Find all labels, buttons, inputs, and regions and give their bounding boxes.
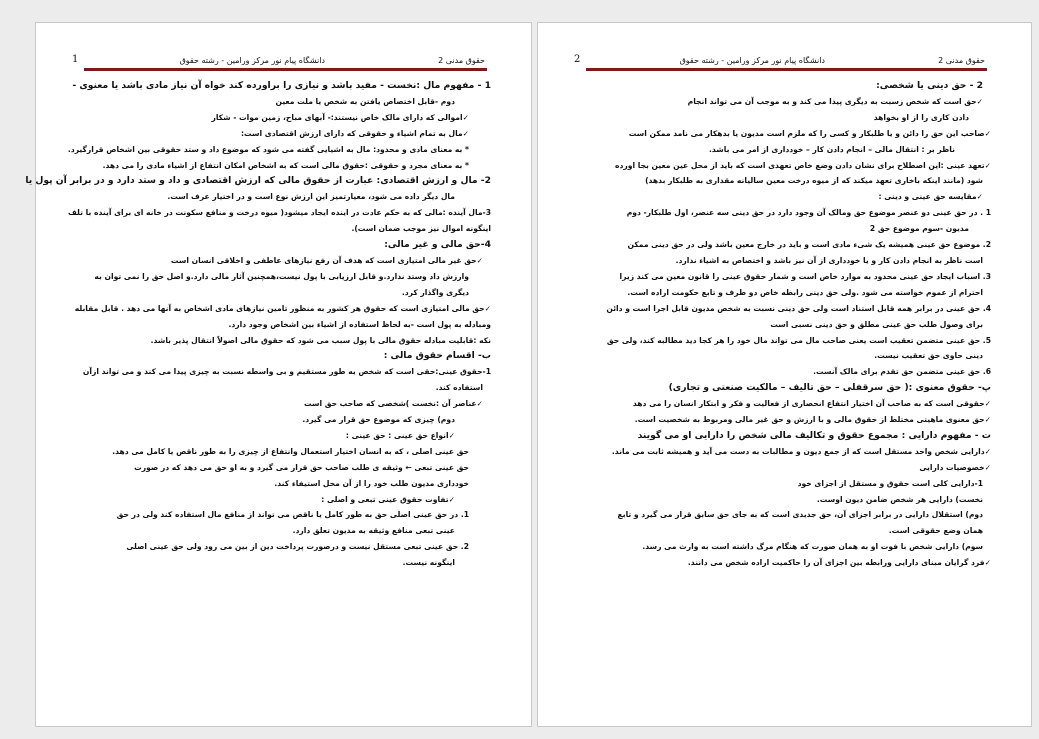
text-line: ✓ دارایی شخص واحد مستقل است که از جمع دیون و مطالبات به دست می آید و همیشه ثابت می ماند. [582,444,991,460]
text-line: استفاده کند. [435,383,483,393]
text-line: ✓ صاحب این حق را دائن و یا طلبکار و کسی را که ملزم است مدیون یا بدهکار می نامد ممکن است [582,126,991,142]
text-line: ناظر بر : انتقال مالی – انجام دادن کار – خودداری از امر می باشد. [709,144,955,154]
text-line: دینی حاوی حق تعقیب نیست. [874,351,983,361]
header-university: دانشگاه پیام نور مرکز ورامین - رشته حقوق [679,56,825,65]
text-line: ✓ حقوقی است که به صاحب آن اختیار انتفاع انحصاری از فعالیت و فکر و ابتکار انسان را می دهد [582,396,991,412]
text-line: مدیون -سوم موضوع حق 2 [869,224,969,234]
text-line: ✓ حق معنوی ماهیتی مختلط از حقوق مالی و با ارزش و حق غیر مالی ومربوط به شخصیت است. [582,412,991,428]
text-line: سوم) دارایی شخص با فوت او به همان صورت که هنگام مرگ داشته است به وارث می رسد. [642,542,983,552]
text-line: همان وضع حقوقی است. [888,526,983,536]
section-heading: ت - مفهوم دارایی : مجموع حقوق و تکالیف مالی شخص را دارایی او می گویند [637,429,991,441]
text-line: حق عینی تبعی ← وثیقه ی طلب صاحب حق قرار می گیرد و به او حق می دهد که در صورت [134,462,469,472]
text-line: ✓ عناصر آن :نخست )شخصی که صاحب حق است [80,396,491,412]
header-course: حقوق مدنی 2 [438,56,485,65]
page-header [574,54,985,68]
text-line: برای وصول طلب حق عینی مطلق و حق دینی نسبی است [770,319,983,329]
subsection-heading: ✓ تفاوت حقوق عینی تبعی و اصلی : [80,492,491,508]
section-heading: 4-حق مالی و غیر مالی: [384,239,491,251]
text-line: 2. حق عینی تبعی مستقل نیست و درصورت پرداخت دین از بین می رود ولی حق عینی اصلی [126,542,469,552]
text-line: مال دیگر داده می شود، معیارتمیز این ارزش نوع است و در اختیار عرف است. [167,192,455,202]
header-rule [586,68,987,71]
text-line: اینگونه نیست. [402,558,455,568]
text-line: عینی تبعی منافع وثیقه به مدیون تعلق دارد. [292,526,455,536]
text-line: * به معنای مجرد و حقوقی :حقوق مالی است که به اشخاص امکان انتفاع از اشیاء مادی را می دهد. [102,160,469,170]
text-line: دادن کاری را از او بخواهد [873,112,969,122]
subsection-heading: ✓ خصوصیات دارایی [582,460,991,476]
text-line: ✓ حق غیر مالی امتیازی است که هدف آن رفع نیازهای عاطفی و اخلاقی انسان است [80,253,491,269]
text-line: ✓ اموالی که دارای مالک خاص نیستند:- آبهای مباح، زمین موات - شکار [80,110,491,126]
text-line: ومبادله به پول است -به لحاظ استفاده از اشیاء بین اشخاص وجود دارد. [228,319,491,329]
text-line: دوم) استقلال دارایی در برابر اجزای آن، حق جدیدی است که به جای حق سابق قرار می گیرد و تابع [617,510,983,520]
header-university: دانشگاه پیام نور مرکز ورامین - رشته حقوق [179,56,325,65]
page-body [25,78,491,571]
text-line: احترام از عموم خواسته می شود .ولی حق دینی رابطه خاص دو طرف و تابع حکومت اراده است. [627,287,983,297]
header-course: حقوق مدنی 2 [938,56,985,65]
text-line: نکه :قابلیت مبادله حقوق مالی با پول سبب می شود که حقوق مالی اصولاً انتقال پذیر باشد. [150,335,491,345]
text-line: ✓ تعهد عینی :این اصطلاح برای نشان دادن وضع خاص تعهدی است که باید از محل عین معین بجا اورده [582,158,991,174]
text-line: 1-دارایی کلی است حقوق و مستقل از اجزای خود [797,478,983,488]
text-line: ✓ مال به تمام اشیاء و حقوقی که دارای ارزش اقتصادی است: [80,126,491,142]
page-number: 2 [574,54,581,65]
header-rule [84,68,487,71]
subsection-heading: ✓ انواع حق عینی : حق عینی : [80,428,491,444]
section-heading: 1 - مفهوم مال :نخست - مفید باشد و نیازی را براورده کند خواه آن نیاز مادی باشد یا معنوی - [72,80,491,91]
section-heading: ب- اقسام حقوق مالی : [383,350,491,362]
text-line: 3. اسباب ایجاد حق عینی محدود به موارد خاص است و شمار حقوق عینی را قانون معین می کند زیرا [619,271,991,281]
text-line: ✓ فرد گرایان مبنای دارایی ورابطه بین اجزای آن را حاکمیت اراده شخص می دانند. [582,555,991,571]
section-heading: پ- حقوق معنوی :( حق سرقفلی – حق تالیف – مالکیت صنعتی و تجاری) [668,382,991,394]
section-heading: 2 - حق دینی یا شخصی: [876,80,983,91]
text-line: 6. حق عینی متضمن حق تقدم برای مالک آنست. [813,367,991,377]
text-line: اینگونه اموال نیز موجب ضمان است). [351,224,491,234]
page-body [582,78,991,571]
text-line: 3-مال آینده :مالی که به حکم عادت در اینده ایجاد میشود( میوه درخت و منافع سکونت در خانه ای برای آینده با تلف [68,208,491,218]
text-line: شود (مانند اینکه باخاری تعهد میکند که از میوه درخت معین سالیانه مقداری به طلبکار بدهد) [645,176,983,186]
text-line: ✓ حق مالی امتیازی است که حقوق هر کشور به منظور تامین نیازهای مادی اشخاص به آنها می دهد . قابل مقابله [80,301,491,317]
text-line: * به معنای مادی و محدود: مال به اشیایی گفته می شود که موضوع داد و ستد حقوقی بین اشخاص قرارگیرد. [67,144,469,154]
page-header [72,54,485,68]
document-page-2 [537,22,1032,727]
text-line: دوم) چیزی که موضوع حق قرار می گیرد. [302,415,455,425]
text-line: 1 . در حق عینی دو عنصر موضوع حق ومالک آن وجود دارد در حق دینی سه عنصر، اول طلبکار- دوم [626,208,991,218]
text-line: نخست) دارایی هر شخص ضامن دیون اوست. [816,494,983,504]
text-line: است ناظر به انجام دادن کار و یا خودداری از آن نیز باشد و اختصاص به اشیاء ندارد. [675,255,983,265]
text-line: خودداری مدیون طلب خود را از آن محل استیفاء کند. [274,478,469,488]
text-line: 4. حق عینی در برابر همه قابل استناد است ولی حق دینی نسبت به شخص مدیون قابل اجرا است و دائن [606,303,991,313]
text-line: 1. در حق عینی اصلی حق به طور کامل یا ناقص می تواند از منافع مال استفاده کند ولی در حق [116,510,469,520]
text-line: 5. حق عینی متضمن تعقیب است یعنی صاحب مال می تواند مال خود را هر کجا دید مطالبه کند، ولی حق [606,335,991,345]
text-line: دوم -قابل اختصاص یافتن به شخص یا ملت معین [275,96,455,106]
document-page-1 [25,22,532,727]
text-line: وارزش داد وستد ندارد.و قابل ارزیابی با پول نیست،همچنین آثار مالی دارد.و اصل حق را نمی توان به [94,271,469,281]
section-heading: 2- مال و ارزش اقتصادی: عبارت از حقوق مالی که ارزش اقتصادی و داد و ستد دارد و در برابر آن پول یا [25,175,491,187]
subsection-heading: ✓ مقایسه حق عینی و دینی : [582,189,991,205]
text-line: 2. موضوع حق عینی همیشه یک شیء مادی است و باید در خارج معین باشد ولی در حق دینی ممکن [627,240,991,250]
text-line: حق عینی اصلی ، که به انسان اختیار استعمال وانتفاع از چیزی را به طور ناقص یا کامل می دهد. [112,446,469,456]
text-line: 1-حقوق عینی:حقی است که شخص به طور مستقیم و بی واسطه نسبت به چیزی پیدا می کند و می تواند ازآن [82,367,491,377]
page-number: 1 [72,54,79,65]
text-line: ✓ حق است که شخص زسبت به دیگری پیدا می کند و به موجب آن می تواند انجام [582,94,991,110]
text-line: دیگری واگذار کرد. [401,287,469,297]
